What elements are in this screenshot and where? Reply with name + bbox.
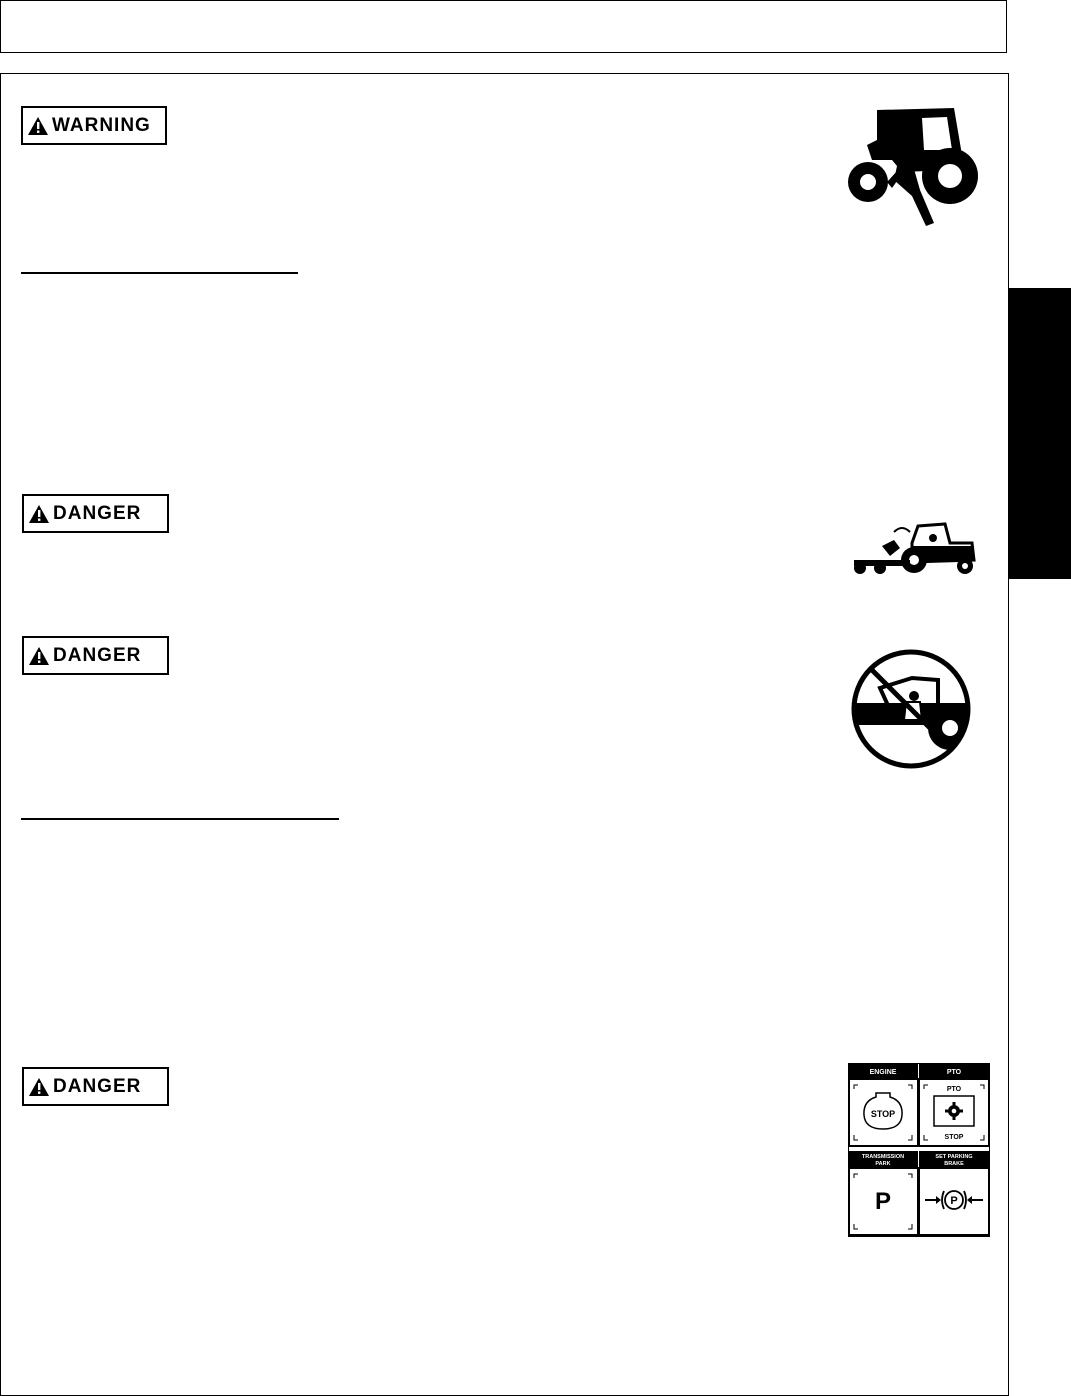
- signal-word: DANGER: [53, 645, 142, 666]
- exclamation-triangle-icon: [28, 504, 50, 524]
- signal-word: DANGER: [53, 1076, 142, 1097]
- section-heading-rule-2: [21, 818, 339, 820]
- transmission-label-1: TRANSMISSION: [861, 1154, 905, 1160]
- danger-signal-label: [22, 1067, 169, 1106]
- brake-label-1: SET PARKING: [935, 1154, 973, 1160]
- tractor-runover-icon: [850, 518, 978, 578]
- exclamation-triangle-icon: [28, 1077, 50, 1097]
- engine-stop-text: STOP: [870, 1109, 896, 1119]
- shutdown-procedure-decal: [848, 1063, 990, 1237]
- page-header-frame: [0, 0, 1007, 53]
- tractor-entanglement-icon: [842, 100, 980, 230]
- pto-label: PTO: [946, 1069, 962, 1076]
- exclamation-triangle-icon: [28, 646, 50, 666]
- exclamation-triangle-icon: [27, 116, 49, 136]
- brake-letter: P: [950, 1195, 958, 1207]
- signal-word: WARNING: [52, 115, 151, 136]
- danger-signal-label: [22, 494, 169, 533]
- no-riders-icon: [850, 648, 972, 770]
- section-thumb-tab: [1009, 288, 1071, 579]
- section-heading-rule-1: [21, 272, 298, 274]
- engine-label: ENGINE: [869, 1069, 897, 1076]
- pto-inner-text: PTO: [946, 1086, 962, 1093]
- danger-signal-label: [22, 636, 169, 675]
- signal-word: DANGER: [53, 503, 142, 524]
- transmission-park-letter: P: [874, 1188, 892, 1215]
- transmission-label-2: PARK: [875, 1161, 891, 1167]
- warning-signal-label: [21, 106, 167, 145]
- pto-stop-text: STOP: [944, 1134, 964, 1141]
- brake-label-2: BRAKE: [944, 1161, 964, 1167]
